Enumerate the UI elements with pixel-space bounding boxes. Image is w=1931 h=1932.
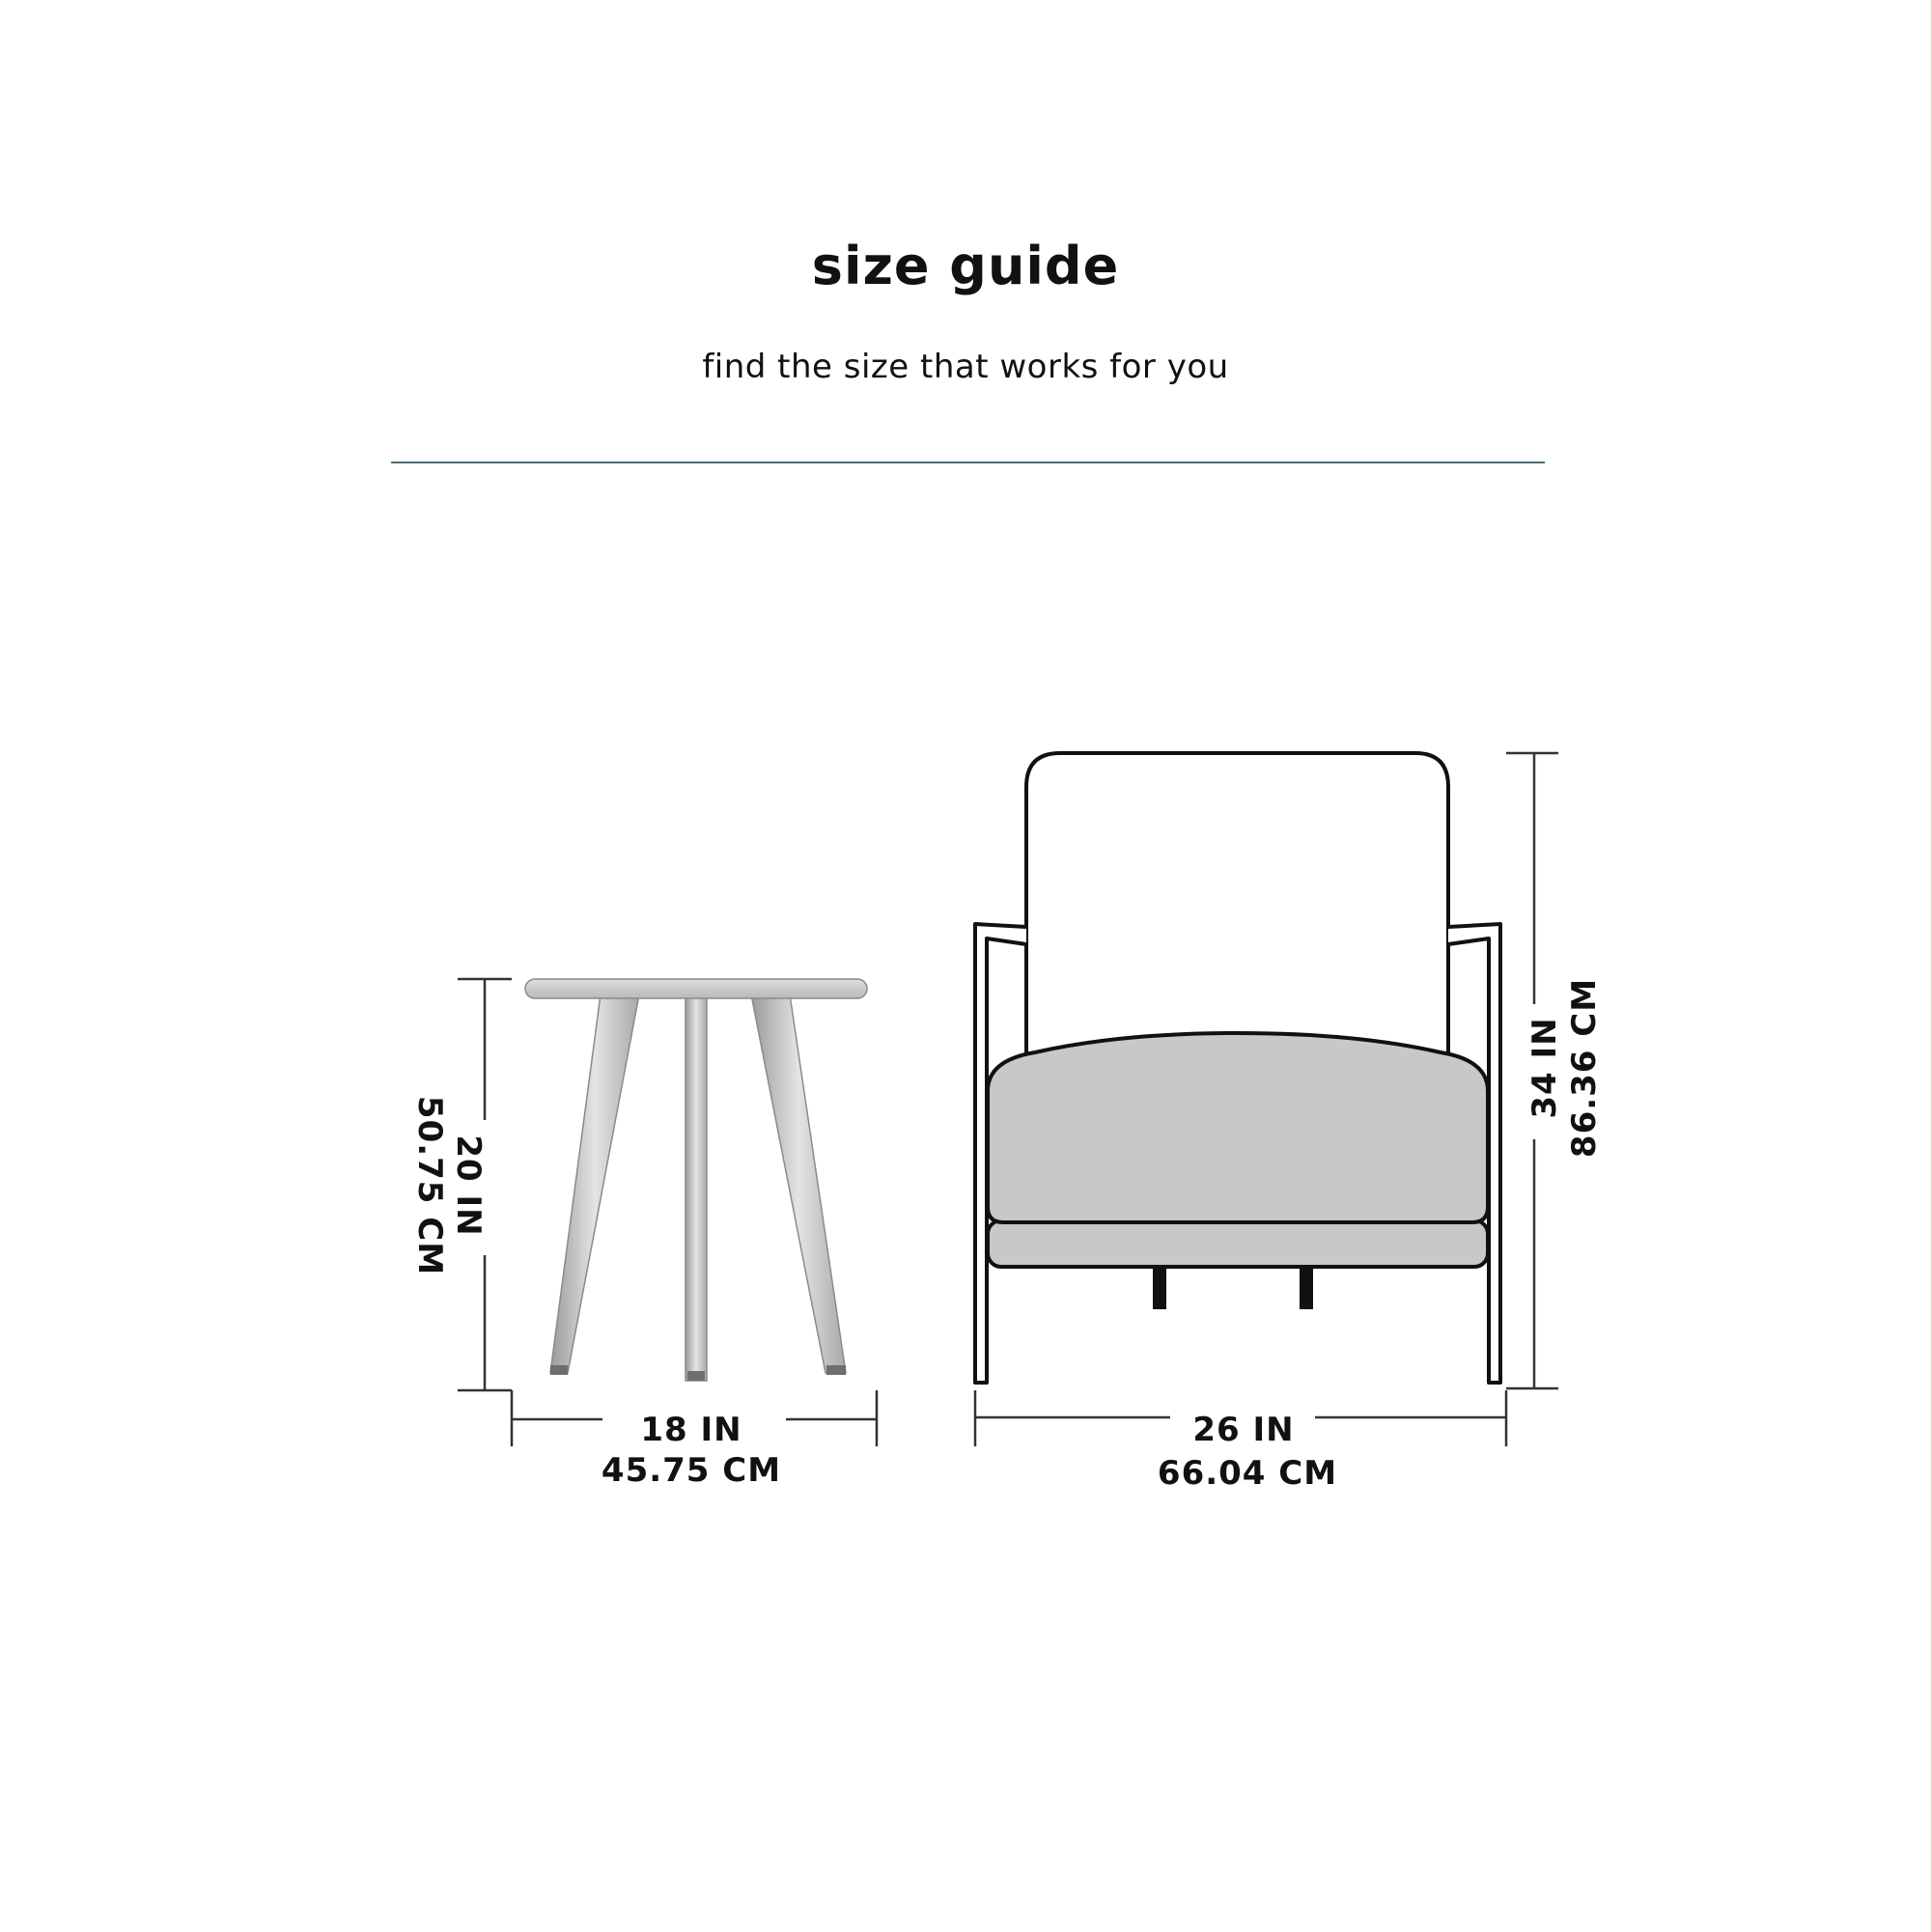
table-leg-middle [686, 994, 707, 1381]
side-table [525, 979, 867, 1381]
page-subtitle: find the size that works for you [702, 348, 1229, 386]
table-leg-left [550, 994, 639, 1373]
page-title: size guide [811, 236, 1120, 296]
lounge-chair [975, 753, 1500, 1383]
chair-seat-cushion [988, 1033, 1488, 1222]
table-foot-middle [687, 1371, 705, 1381]
table-foot-right [826, 1365, 846, 1375]
chair-support-right [1300, 1265, 1313, 1309]
table-leg-right [751, 994, 846, 1373]
table-height-in-label: 20 IN [449, 1134, 488, 1237]
table-width-in-label: 18 IN [640, 1411, 742, 1449]
table-width-cm-label: 45.75 CM [601, 1451, 782, 1490]
table-top [525, 979, 867, 998]
chair-width-in-label: 26 IN [1192, 1411, 1295, 1449]
chair-width-cm-label: 66.04 CM [1157, 1454, 1338, 1493]
table-height-cm-label: 50.75 CM [410, 1095, 449, 1276]
chair-height-in-label: 34 IN [1525, 1017, 1564, 1119]
chair-support-left [1153, 1265, 1166, 1309]
chair-height-cm-label: 86.36 CM [1565, 977, 1604, 1159]
chair-base-cushion [988, 1220, 1488, 1267]
table-foot-left [550, 1365, 568, 1375]
